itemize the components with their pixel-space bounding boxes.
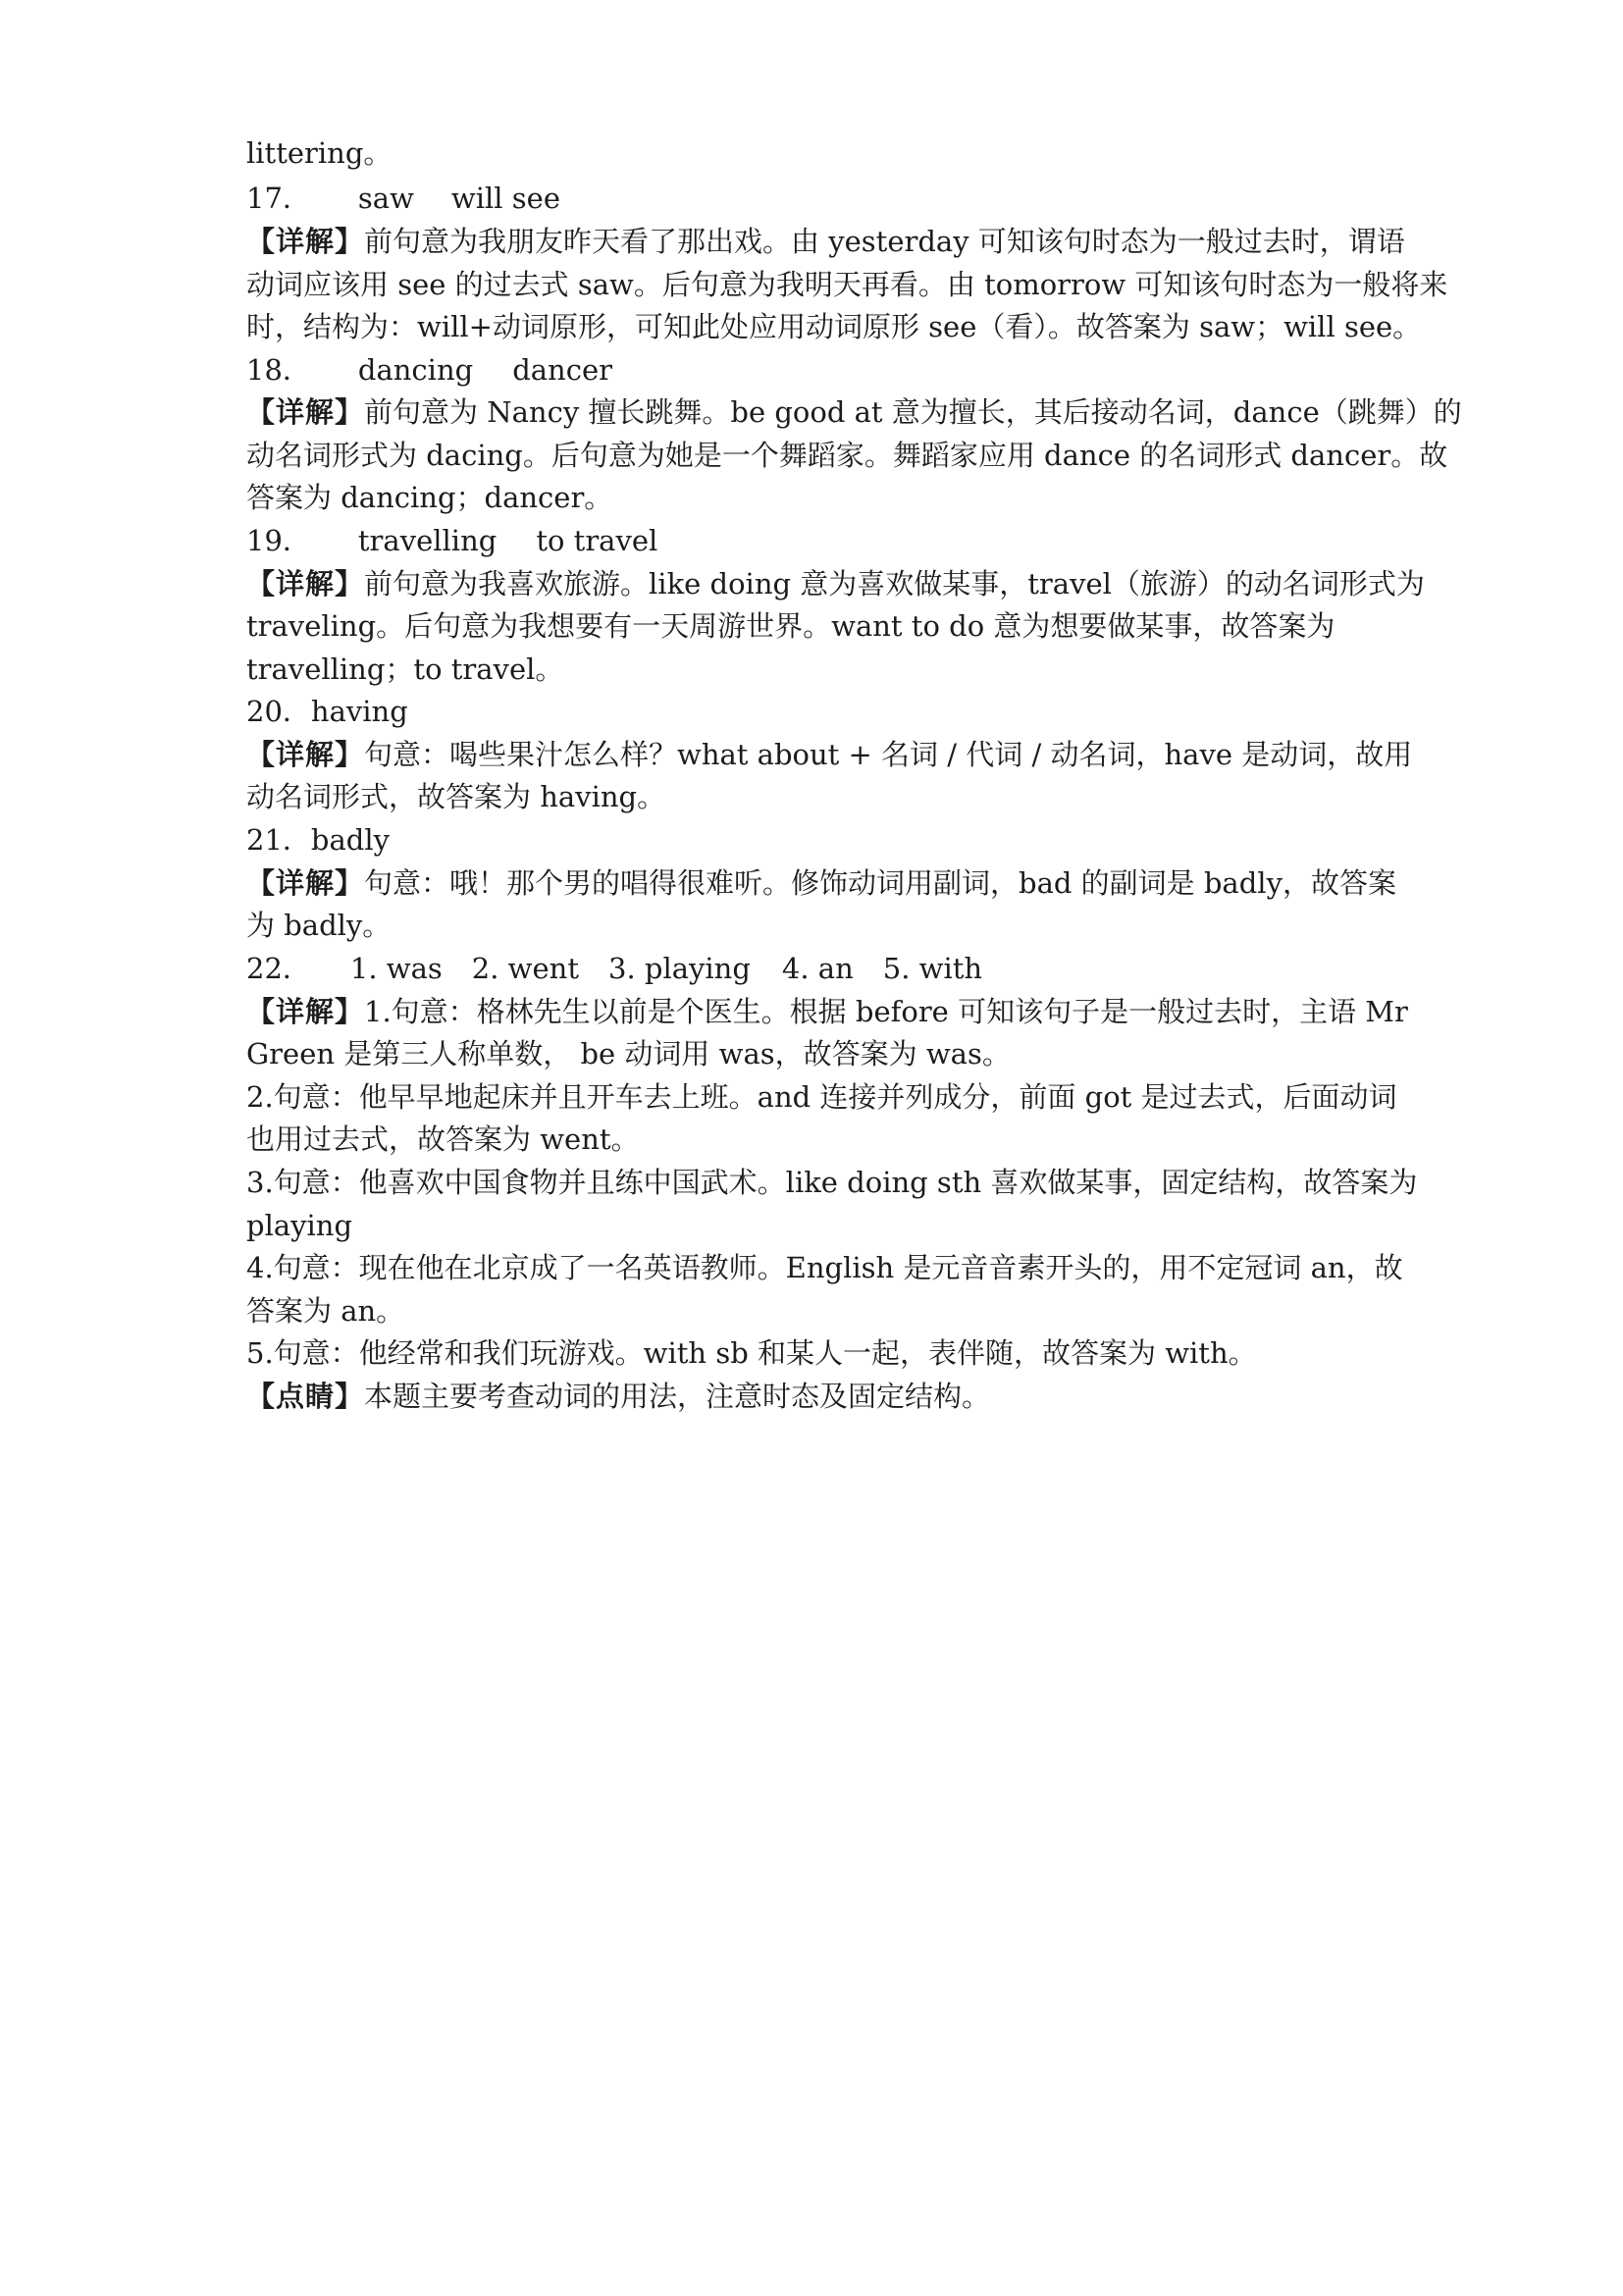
detail-tag: 【详解】 <box>246 866 365 900</box>
question-number: 22． <box>246 952 311 985</box>
text-line <box>246 392 1462 432</box>
answer-line-19 <box>246 521 1385 560</box>
answer: 2. went <box>471 952 579 985</box>
detail-tag: 【详解】 <box>246 395 365 429</box>
detail-tag: 【详解】 <box>246 225 365 258</box>
answer-line-22 <box>246 949 1385 988</box>
text-line: littering。 <box>246 136 393 170</box>
text-line <box>246 1377 1385 1416</box>
explanation-text: 前句意为我喜欢旅游。like doing 意为喜欢做某事，travel（旅游）的动名词形式为 <box>364 567 1425 600</box>
text-line: 答案为 dancing；dancer。 <box>246 481 613 514</box>
answer: 1. was <box>349 952 443 985</box>
text-line: 4.句意：现在他在北京成了一名英语教师。English 是元音音素开头的，用不定冠词 an，故 <box>246 1251 1403 1284</box>
text-line: 答案为 an。 <box>246 1294 405 1328</box>
explanation-text: 前句意为我朋友昨天看了那出戏。由 yesterday 可知该句时态为一般过去时，谓语 <box>364 225 1405 258</box>
text-line: Green 是第三人称单数， be 动词用 was，故答案为 was。 <box>246 1037 1011 1070</box>
text-line: 5.句意：他经常和我们玩游戏。with sb 和某人一起，表伴随，故答案为 with。 <box>246 1336 1257 1370</box>
text-line <box>246 564 1425 603</box>
answer: will see <box>450 182 560 215</box>
text-line: 动名词形式为 dacing。后句意为她是一个舞蹈家。舞蹈家应用 dance 的名词形式 dancer。故 <box>246 439 1448 472</box>
answer-line-20: 20．having <box>246 695 408 728</box>
answer-line-17 <box>246 179 1385 218</box>
point-text: 本题主要考查动词的用法，注意时态及固定结构。 <box>364 1380 991 1413</box>
question-number: 18． <box>246 353 311 387</box>
question-number: 19． <box>246 524 311 557</box>
explanation-text: 句意：喝些果汁怎么样？what about + 名词 / 代词 / 动名词，have 是动词，故用 <box>364 738 1413 771</box>
text-line <box>246 222 1405 261</box>
text-line: 3.句意：他喜欢中国食物并且练中国武术。like doing sth 喜欢做某事，固定结构，故答案为 <box>246 1166 1418 1199</box>
question-number: 17． <box>246 182 311 215</box>
answer: 3. playing <box>608 952 751 985</box>
text-line: playing <box>246 1209 353 1242</box>
answer: travelling <box>357 524 497 557</box>
explanation-text: 前句意为 Nancy 擅长跳舞。be good at 意为擅长，其后接动名词，dance（跳舞）的 <box>364 395 1462 429</box>
text-line <box>246 863 1396 903</box>
answer-line-21: 21．badly <box>246 823 390 857</box>
text-line: traveling。后句意为我想要有一天周游世界。want to do 意为想要做某事，故答案为 <box>246 609 1335 643</box>
detail-tag: 【详解】 <box>246 567 365 600</box>
detail-tag: 【详解】 <box>246 738 365 771</box>
text-line: 时，结构为：will+动词原形，可知此处应用动词原形 see（看）。故答案为 saw；will see。 <box>246 310 1422 343</box>
explanation-text: 句意：哦！那个男的唱得很难听。修饰动词用副词，bad 的副词是 badly，故答案 <box>364 866 1396 900</box>
point-tag: 【点睛】 <box>246 1380 365 1413</box>
answer: 4. an <box>781 952 854 985</box>
text-line: 2.句意：他早早地起床并且开车去上班。and 连接并列成分，前面 got 是过去式，后面动词 <box>246 1080 1397 1114</box>
answer: dancer <box>512 353 613 387</box>
text-line: 动名词形式，故答案为 having。 <box>246 780 666 813</box>
text-line: 为 badly。 <box>246 909 392 942</box>
answer: 5. with <box>882 952 983 985</box>
text-line <box>246 735 1413 774</box>
text-line: 动词应该用 see 的过去式 saw。后句意为我明天再看。由 tomorrow 可知该句时态为一般将来 <box>246 268 1448 301</box>
detail-tag: 【详解】 <box>246 995 365 1028</box>
text-line <box>246 992 1408 1031</box>
text-line: 也用过去式，故答案为 went。 <box>246 1122 640 1156</box>
answer: to travel <box>536 524 658 557</box>
text-line: travelling；to travel。 <box>246 652 564 686</box>
answer: dancing <box>357 353 474 387</box>
explanation-text: 1.句意：格林先生以前是个医生。根据 before 可知该句子是一般过去时，主语 Mr <box>364 995 1408 1028</box>
answer: saw <box>357 182 414 215</box>
answer-line-18 <box>246 350 1385 390</box>
